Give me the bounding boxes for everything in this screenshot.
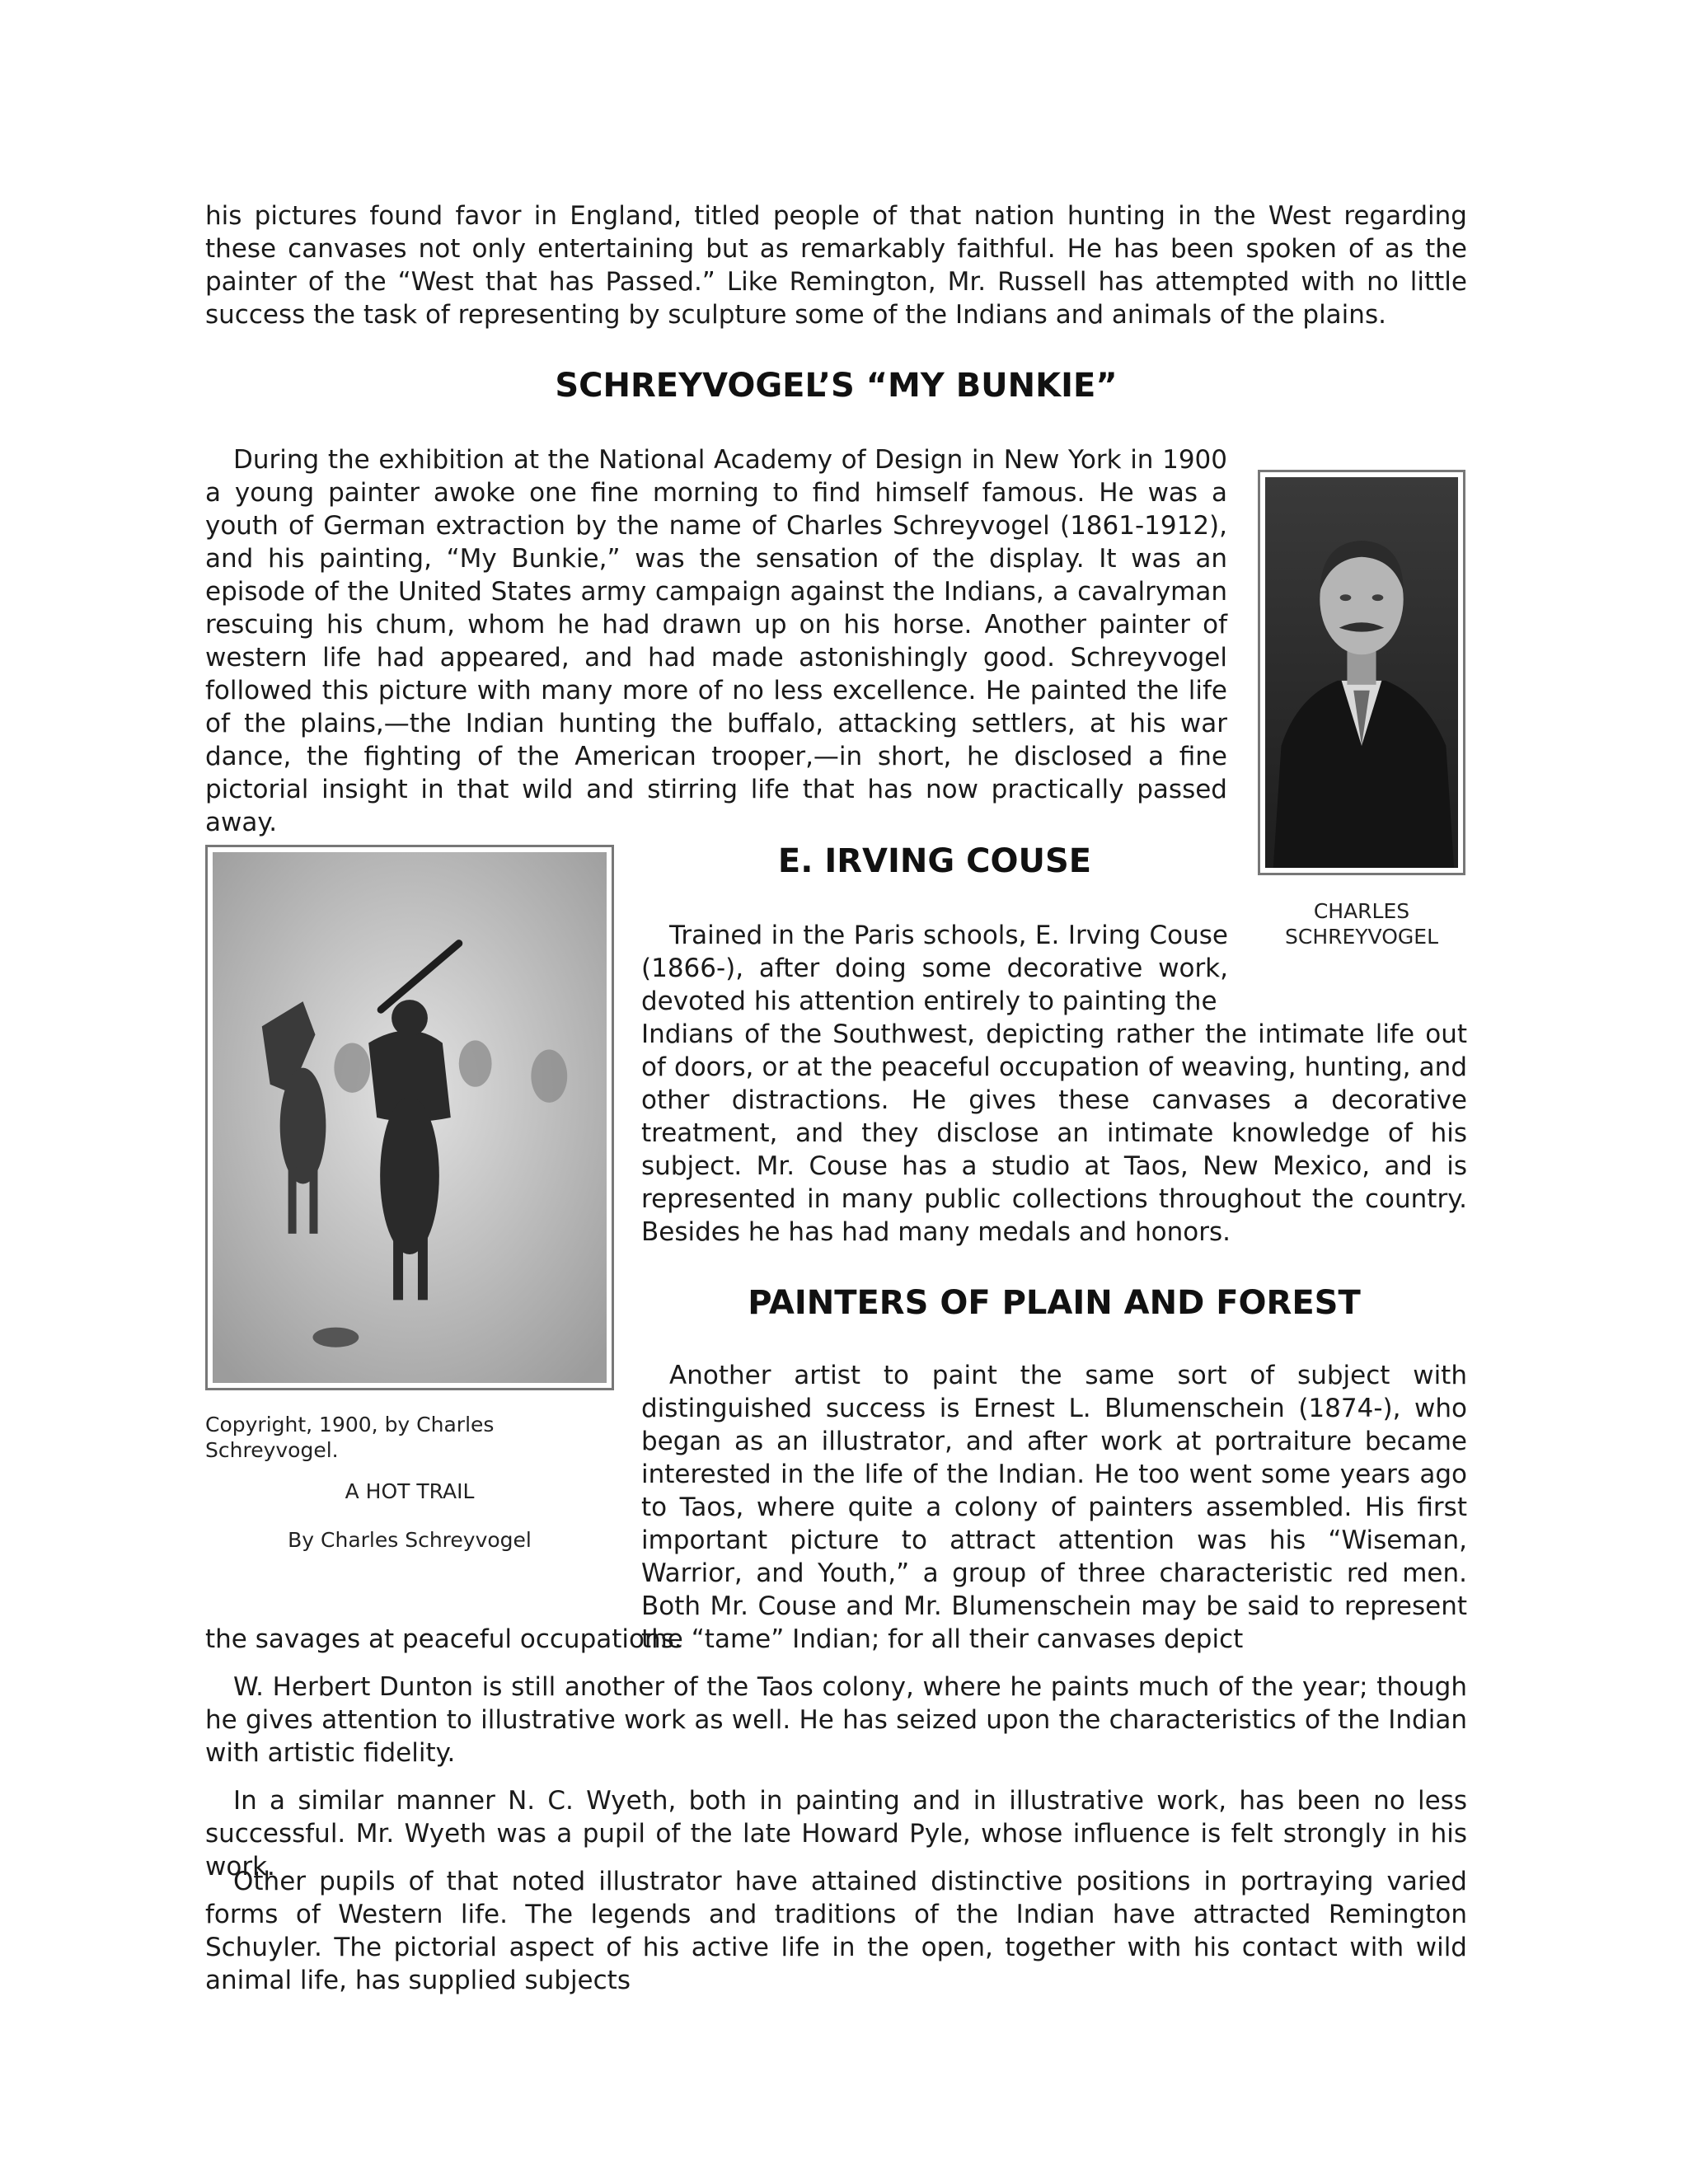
hot-trail-title: A HOT TRAIL	[345, 1479, 475, 1503]
hot-trail-painting	[205, 845, 614, 1390]
portrait-caption	[1258, 898, 1465, 949]
paragraph-plain-forest-1: Another artist to paint the same sort of subject with distinguished success is Ernest L. Blumenschein (1874-), who began as an illustrator, and after work at portraiture became interested in the life of the Indian. He too went some years ago to Taos, where quite a colony of painters assembled. His first important picture to attract attention was his “Wiseman, Warrior, and Youth,” a group of three characteristic red men. Both Mr. Couse and Mr. Blumenschein may be said to represent the “tame” Indian; for all their canvases depict	[641, 1361, 1467, 1654]
portrait-caption-line1: CHARLES	[1313, 899, 1410, 923]
heading-my-bunkie: SCHREYVOGEL’S “MY BUNKIE”	[555, 367, 1118, 405]
hot-trail-byline: By Charles Schreyvogel	[288, 1528, 532, 1552]
hot-trail-copyright: Copyright, 1900, by Charles Schreyvogel.	[205, 1413, 495, 1462]
paragraph-dunton: W. Herbert Dunton is still another of the Taos colony, where he paints much of the year; though he gives attention to illustrative work as well. He has seized upon the characteristics of the Indian with artistic fidelity.	[205, 1672, 1467, 1768]
heading-irving-couse: E. IRVING COUSE	[777, 842, 1092, 880]
heading-plain-forest: PAINTERS OF PLAIN AND FOREST	[748, 1284, 1361, 1322]
paragraph-couse-part2: Indians of the Southwest, depicting rather the intimate life out of doors, or at the peaceful occupation of weaving, hunting, and other distractions. He gives these canvases a decorative treatment, and they disclose an intimate knowledge of his subject. Mr. Couse has a studio at Taos, New Mexico, and is represented in many public collections throughout the country. Besides he has had many medals and honors.	[641, 1019, 1467, 1247]
intro-paragraph: his pictures found favor in England, titled people of that nation hunting in the West regarding these canvases not only entertaining but as remarkably faithful. He has been spoken of as the painter of the “West that has Passed.” Like Remington, Mr. Russell has attempted with no little success the task of representing by sculpture some of the Indians and animals of the plains.	[205, 201, 1467, 330]
portrait-caption-line2: SCHREYVOGEL	[1285, 925, 1438, 949]
paragraph-couse-part1: Trained in the Paris schools, E. Irving Couse (1866-), after doing some decorative work, devoted his attention entirely to painting the	[641, 921, 1228, 1016]
paragraph-schuyler: Other pupils of that noted illustrator have attained distinctive positions in portraying varied forms of Western life. The legends and traditions of the Indian have attracted Remington Schuyler. The pictorial aspect of his active life in the open, together with his contact with wild animal life, has supplied subjects	[205, 1867, 1467, 1995]
paragraph-plain-forest-1-end: the savages at peaceful occupations.	[205, 1624, 682, 1654]
paragraph-wyeth: In a similar manner N. C. Wyeth, both in painting and in illustrative work, has been no less successful. Mr. Wyeth was a pupil of the late Howard Pyle, whose influence is felt strongly in his work.	[205, 1786, 1467, 1882]
paragraph-my-bunkie: During the exhibition at the National Academy of Design in New York in 1900 a young painter awoke one fine morning to find himself famous. He was a youth of German extraction by the name of Charles Schreyvogel (1861-1912), and his painting, “My Bunkie,” was the sensation of the display. It was an episode of the United States army campaign against the Indians, a cavalryman rescuing his chum, whom he had drawn up on his horse. Another painter of western life had appeared, and had made astonishingly good. Schreyvogel followed this picture with many more of no less excellence. He painted the life of the plains,—the Indian hunting the buffalo, attacking settlers, at his war dance, the fighting of the American trooper,—in short, he disclosed a fine pictorial insight in that wild and stirring life that has now practically passed away.	[205, 445, 1227, 837]
portrait-photo	[1258, 470, 1465, 875]
